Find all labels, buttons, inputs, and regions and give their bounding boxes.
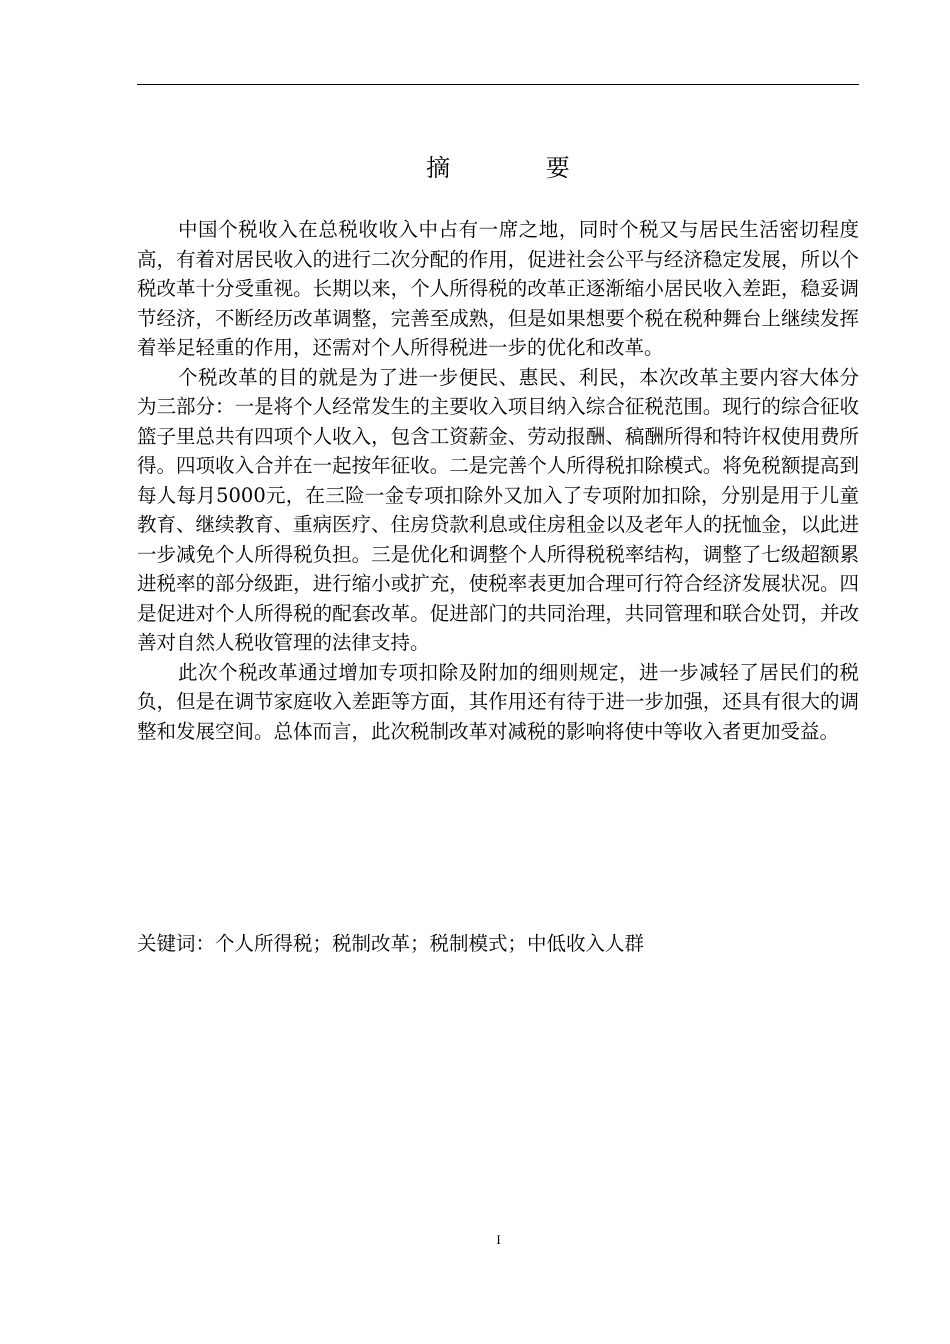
abstract-body xyxy=(137,215,859,746)
page-number: I xyxy=(496,1232,501,1247)
abstract-paragraph-1: 中国个税收入在总税收收入中占有一席之地，同时个税又与居民生活密切程度高，有着对居民收入的进行二次分配的作用，促进社会公平与经济稳定发展，所以个税改革十分受重视。长期以来，个人所得税的改革正逐渐缩小居民收入差距，稳妥调节经济，不断经历改革调整，完善至成熟，但是如果想要个税在税种舞台上继续发挥着举足轻重的作用，还需对个人所得税进一步的优化和改革。 xyxy=(137,218,859,359)
page-title: 摘 要 xyxy=(426,154,614,182)
keywords-line xyxy=(137,929,859,959)
keywords-label: 关键词： xyxy=(137,932,216,955)
abstract-paragraph-2: 个税改革的目的就是为了进一步便民、惠民、利民，本次改革主要内容大体分为三部分：一是将个人经常发生的主要收入项目纳入综合征税范围。现行的综合征收篮子里总共有四项个人收入，包含工资薪金、劳动报酬、稿酬所得和特许权使用费所得。四项收入合并在一起按年征收。二是完善个人所得税扣除模式。将免税额提高到每人每月5000元，在三险一金专项扣除外又加入了专项附加扣除，分别是用于儿童教育、继续教育、重病医疗、住房贷款利息或住房租金以及老年人的抚恤金，以此进一步减免个人所得税负担。三是优化和调整个人所得税税率结构，调整了七级超额累进税率的部分级距，进行缩小或扩充，使税率表更加合理可行符合经济发展状况。四是促进对个人所得税的配套改革。促进部门的共同治理，共同管理和联合处罚，并改善对自然人税收管理的法律支持。 xyxy=(137,365,859,654)
header-rule xyxy=(137,84,859,85)
keywords-text: 个人所得税；税制改革；税制模式；中低收入人群 xyxy=(215,932,645,955)
abstract-paragraph-3: 此次个税改革通过增加专项扣除及附加的细则规定，进一步减轻了居民们的税负，但是在调节家庭收入差距等方面，其作用还有待于进一步加强，还具有很大的调整和发展空间。总体而言，此次税制改革对减税的影响将使中等收入者更加受益。 xyxy=(137,660,859,743)
